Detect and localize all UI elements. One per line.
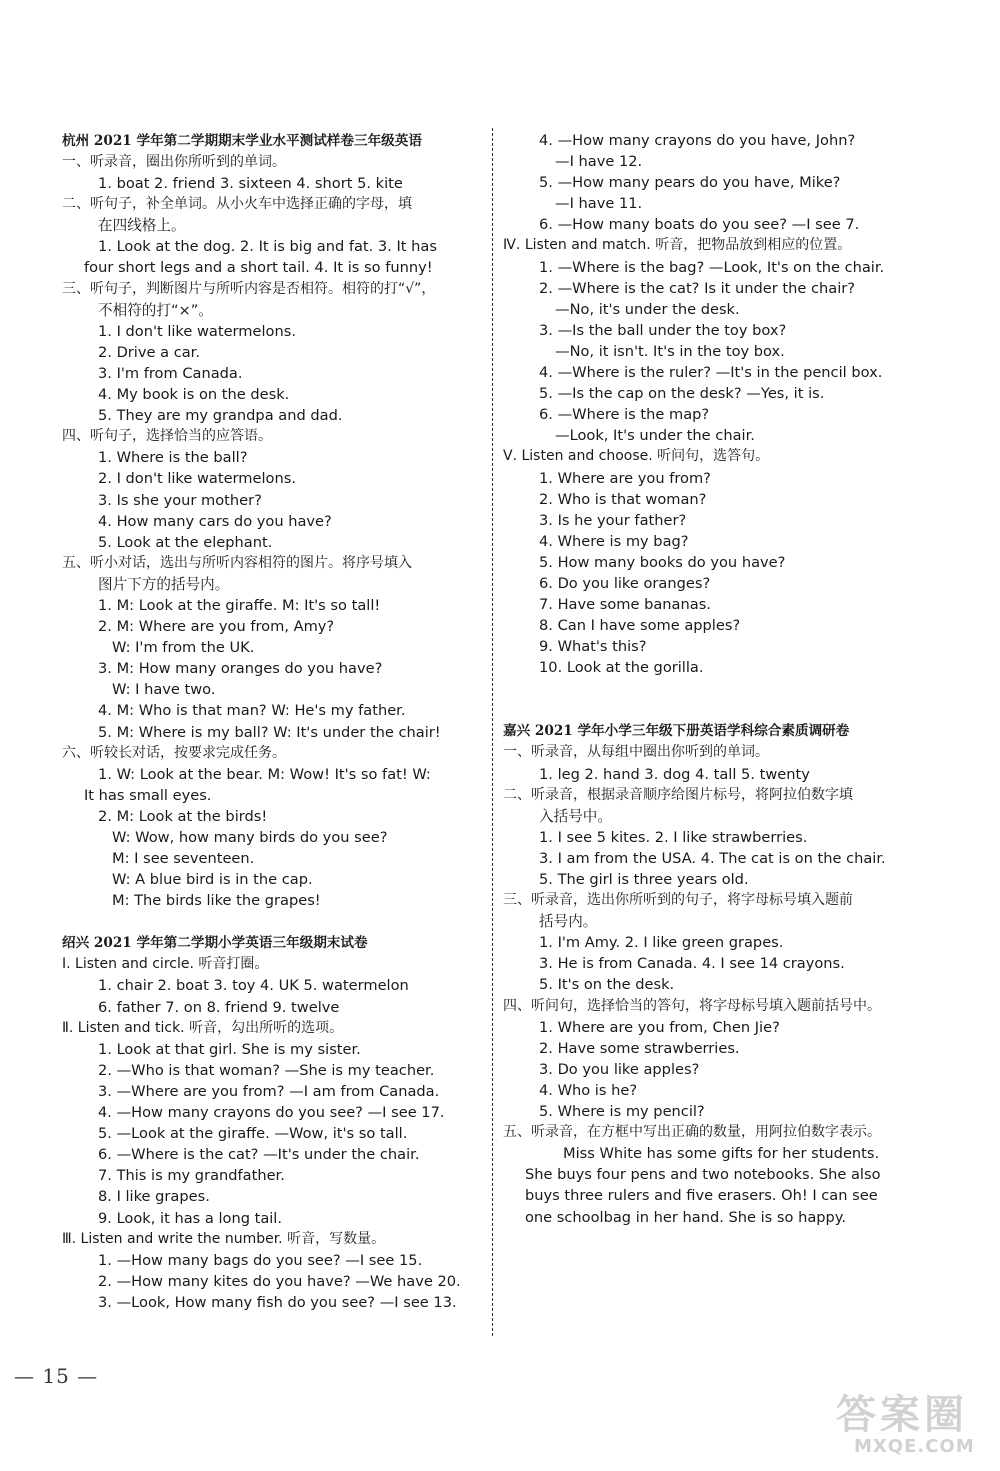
text-line: 5. M: Where is my ball? W: It's under the chair! [98,723,441,741]
text-line: W: I'm from the UK. [112,639,255,657]
text-line: 2. M: Where are you from, Amy? [98,618,335,636]
text-line: 1. Where is the ball? [98,449,248,467]
text-line: 2. —How many kites do you have? —We have 20. [98,1272,461,1290]
text-line: 1. W: Look at the bear. M: Wow! It's so fat! W: [98,765,431,783]
text-line: 在四线格上。 [98,217,186,235]
text-line: —I have 11. [555,195,643,213]
text-line: 5. Look at the elephant. [98,533,273,551]
watermark-logo [836,1393,986,1463]
text-line: —Look, It's under the chair. [555,427,755,445]
section-heading: 四、听问句，选择恰当的答句，将字母标号填入题前括号中。 [503,997,881,1014]
text-line: 9. What's this? [539,638,647,656]
watermark-url: MXQE.COM [854,1436,975,1457]
text-line: 1. I see 5 kites. 2. I like strawberries. [539,828,808,846]
text-line: 2. Have some strawberries. [539,1039,740,1057]
text-line: 5. —Is the cap on the desk? —Yes, it is. [539,385,825,403]
text-line: M: I see seventeen. [112,850,255,868]
text-line: 3. —Is the ball under the toy box? [539,321,787,339]
text-line: 5. The girl is three years old. [539,871,749,888]
page-number: — 15 — [14,1364,99,1388]
text-line: 1. leg 2. hand 3. dog 4. tall 5. twenty [539,765,810,783]
text-line: M: The birds like the grapes! [112,892,321,910]
text-line: 6. —How many boats do you see? —I see 7. [539,216,860,234]
section-heading: 一、听录音，从每组中圈出你听到的单词。 [503,744,769,761]
section-heading: 三、听句子，判断图片与所听内容是否相符。相符的打“√”， [62,280,436,297]
section-heading: 一、听录音，圈出你所听到的单词。 [62,154,286,170]
text-line: 入括号中。 [539,807,612,825]
text-line: four short legs and a short tail. 4. It is so funny! [84,259,433,277]
text-line: 2. —Who is that woman? —She is my teacher. [98,1061,435,1079]
text-line: 1. chair 2. boat 3. toy 4. UK 5. watermelon [98,977,409,995]
text-line: 5. —How many pears do you have, Mike? [539,174,841,192]
text-line: 不相符的打“×”。 [98,301,213,319]
text-line: —I have 12. [555,153,643,171]
text-line: 5. It's on the desk. [539,976,675,994]
text-line: 3. M: How many oranges do you have? [98,660,383,678]
text-line: W: A blue bird is in the cap. [112,871,313,889]
section-heading: Ⅳ. Listen and match. 听音，把物品放到相应的位置。 [503,237,852,254]
text-line: 2. Who is that woman? [539,490,707,508]
section-heading: Ⅱ. Listen and tick. 听音，勾出所听的选项。 [62,1019,344,1036]
text-line: 8. I like grapes. [98,1188,210,1206]
text-line: 3. He is from Canada. 4. I see 14 crayons. [539,955,845,973]
text-line: —No, it's under the desk. [555,300,740,318]
text-line: 4. —Where is the ruler? —It's in the pencil box. [539,364,883,382]
text-line: 10. Look at the gorilla. [539,659,704,677]
exam-title: 杭州 2021 学年第二学期期末学业水平测试样卷三年级英语 [62,133,422,149]
text-line: 6. —Where is the cat? —It's under the chair. [98,1146,420,1164]
section-heading: 二、听句子，补全单词。从小火车中选择正确的字母，填 [62,196,412,213]
text-line: 5. Where is my pencil? [539,1103,705,1121]
text-line: 4. —How many crayons do you have, John? [539,132,856,149]
section-heading: 五、听录音，在方框中写出正确的数量，用阿拉伯数字表示。 [503,1124,881,1141]
exam-title: 绍兴 2021 学年第二学期小学英语三年级期末试卷 [62,935,368,952]
text-line: 6. father 7. on 8. friend 9. twelve [98,998,340,1016]
section-heading: Ⅴ. Listen and choose. 听问句，选答句。 [503,448,770,465]
text-line: 2. I don't like watermelons. [98,470,296,488]
text-line: 4. Where is my bag? [539,532,689,550]
text-line: She buys four pens and two notebooks. She also [525,1166,881,1184]
text-line: 8. Can I have some apples? [539,617,741,635]
text-line: 括号内。 [539,913,598,931]
text-line: 5. They are my grandpa and dad. [98,407,343,425]
exam-title: 嘉兴 2021 学年小学三年级下册英语学科综合素质调研卷 [503,723,850,740]
spacer [503,699,923,720]
text-line: 3. I'm from Canada. [98,364,243,382]
text-line: 4. Who is he? [539,1081,638,1099]
text-line: buys three rulers and five erasers. Oh! I can see [525,1187,878,1205]
text-line: 1. boat 2. friend 3. sixteen 4. short 5. kite [98,175,403,193]
section-heading: 四、听句子，选择恰当的应答语。 [62,428,272,445]
section-heading: 二、听录音，根据录音顺序给图片标号，将阿拉伯数字填 [503,786,853,803]
text-line: 9. Look, it has a long tail. [98,1209,283,1227]
text-line: W: Wow, how many birds do you see? [112,829,388,846]
text-line: 3. Is he your father? [539,511,687,529]
text-line: 1. Look at that girl. She is my sister. [98,1040,361,1058]
text-line: 1. I'm Amy. 2. I like green grapes. [539,934,784,952]
text-line: 6. Do you like oranges? [539,574,711,592]
text-line: 3. Is she your mother? [98,491,262,509]
text-line: 2. M: Look at the birds! [98,807,268,825]
text-line: 1. —How many bags do you see? —I see 15. [98,1251,423,1269]
text-line: 1. —Where is the bag? —Look, It's on the chair. [539,258,885,276]
text-line: Miss White has some gifts for her students. [563,1145,880,1163]
spacer [503,678,923,699]
text-line: 7. This is my grandfather. [98,1167,285,1185]
text-line: 5. —Look at the giraffe. —Wow, it's so tall. [98,1125,408,1143]
text-line: 3. I am from the USA. 4. The cat is on the chair. [539,849,886,867]
text-line: It has small eyes. [84,786,212,804]
text-line: 5. How many books do you have? [539,553,786,571]
text-line: W: I have two. [112,681,216,699]
spacer [62,911,484,932]
text-line: 3. —Look, How many fish do you see? —I see 13. [98,1293,457,1311]
text-line: 4. My book is on the desk. [98,386,290,404]
section-heading: Ⅰ. Listen and circle. 听音打圈。 [62,956,269,973]
text-line: 3. Do you like apples? [539,1060,700,1078]
left-column [62,130,484,1313]
section-heading: 三、听录音，选出你所听到的句子，将字母标号填入题前 [503,892,853,909]
text-line: 1. Look at the dog. 2. It is big and fat. 3. It has [98,238,437,256]
text-line: 1. Where are you from, Chen Jie? [539,1018,780,1036]
text-line: one schoolbag in her hand. She is so happy. [525,1208,846,1226]
text-line: 1. M: Look at the giraffe. M: It's so tall! [98,596,381,614]
right-column [503,130,923,1228]
text-line: 6. —Where is the map? [539,406,710,424]
section-heading: 五、听小对话，选出与所听内容相符的图片。将序号填入 [62,554,412,571]
section-heading: 六、听较长对话，按要求完成任务。 [62,744,286,761]
column-divider [492,128,493,1336]
text-line: 2. Drive a car. [98,343,200,361]
text-line: 2. —Where is the cat? Is it under the chair? [539,279,856,297]
section-heading: Ⅲ. Listen and write the number. 听音，写数量。 [62,1230,386,1247]
text-line: 1. Where are you from? [539,469,711,487]
text-line: 4. —How many crayons do you see? —I see 17. [98,1104,445,1122]
watermark-mark: 答案圈 [836,1392,968,1438]
text-line: —No, it isn't. It's in the toy box. [555,342,785,360]
text-line: 4. How many cars do you have? [98,512,332,530]
text-line: 1. I don't like watermelons. [98,322,296,340]
text-line: 3. —Where are you from? —I am from Canada. [98,1082,440,1100]
text-line: 图片下方的括号内。 [98,575,230,593]
text-line: 4. M: Who is that man? W: He's my father. [98,702,406,720]
text-line: 7. Have some bananas. [539,596,711,614]
